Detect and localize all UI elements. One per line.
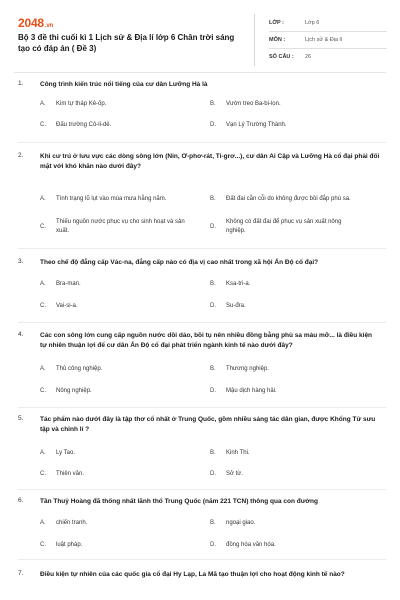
question-number: 2.	[18, 152, 24, 159]
info-subject	[269, 33, 387, 47]
option-letter: C.	[40, 223, 46, 230]
question-text: Công trình kiến trúc nổi tiếng của cư dân Lưỡng Hà là	[40, 81, 208, 88]
option-text: Vườn treo Ba-bi-lon.	[226, 101, 281, 107]
document-header	[14, 10, 386, 70]
option-d[interactable]	[210, 121, 356, 130]
info-grade	[269, 16, 387, 30]
option-letter: A.	[40, 281, 46, 287]
option-c[interactable]	[40, 387, 186, 396]
option-a[interactable]	[40, 280, 186, 289]
option-letter: D.	[210, 303, 216, 309]
option-text: Đấu trường Cô-li-dê.	[56, 122, 112, 128]
option-text: luật pháp.	[56, 542, 83, 548]
info-count	[269, 50, 387, 64]
option-text: Ksa-tri-a.	[226, 281, 251, 287]
option-text: Nông nghiệp.	[56, 388, 92, 394]
info-value: Lớp 6	[305, 20, 320, 26]
question-divider	[18, 489, 386, 490]
option-text: Thiên văn.	[56, 471, 85, 477]
question-text: Tần Thuỷ Hoàng đã thống nhất lãnh thổ Trung Quốc (năm 221 TCN) thông qua con đường	[40, 498, 318, 505]
option-letter: D.	[210, 388, 216, 394]
option-letter: C.	[40, 388, 46, 394]
option-letter: D.	[210, 223, 216, 230]
option-text: Sở từ.	[226, 471, 243, 477]
site-logo[interactable]	[18, 16, 53, 30]
option-c[interactable]	[40, 302, 186, 311]
option-b[interactable]	[210, 100, 356, 109]
option-text: Kim tự tháp Kê-ốp.	[56, 101, 107, 107]
option-c[interactable]	[40, 218, 186, 236]
option-text: Vạn Lý Trường Thành.	[226, 122, 287, 128]
info-divider	[269, 48, 387, 49]
option-text: Thủ công nghiệp.	[56, 366, 103, 372]
option-b[interactable]	[210, 365, 356, 374]
option-d[interactable]	[210, 218, 356, 236]
option-letter: B.	[210, 281, 216, 287]
option-a[interactable]	[40, 365, 186, 374]
option-letter: A.	[40, 195, 46, 202]
page-title: Bộ 3 đề thi cuối kì 1 Lịch sử & Địa lí lớp 6 Chân trời sáng tạo có đáp án ( Đề 3)	[18, 33, 235, 53]
option-text: Đất đai cằn cỗi do không được bồi đắp phù sa.	[226, 195, 351, 202]
option-letter: C.	[40, 122, 46, 128]
question-number: 4.	[18, 331, 24, 338]
option-d[interactable]	[210, 470, 356, 479]
option-letter: B.	[210, 101, 216, 107]
info-label: MÔN :	[269, 37, 286, 43]
option-letter: A.	[40, 450, 46, 456]
info-value: 26	[305, 54, 312, 60]
option-letter: B.	[210, 195, 216, 202]
question-text: Theo chế độ đẳng cấp Vác-na, đẳng cấp nào có địa vị cao nhất trong xã hội Ấn Độ cổ đại?	[40, 259, 319, 266]
option-letter: C.	[40, 542, 46, 548]
option-text: ngoại giao.	[226, 520, 256, 526]
option-letter: D.	[210, 122, 216, 128]
option-c[interactable]	[40, 541, 186, 550]
option-c[interactable]	[40, 470, 186, 479]
question-divider	[18, 248, 386, 249]
option-text: Kinh Thi.	[226, 450, 250, 456]
option-b[interactable]	[210, 449, 356, 458]
option-d[interactable]	[210, 302, 356, 311]
question-number: 6.	[18, 497, 24, 504]
logo-suffix: .vn	[44, 23, 53, 29]
option-letter: A.	[40, 101, 46, 107]
option-text: Tình trạng lũ lụt vào mùa mưa hằng năm.	[56, 195, 167, 202]
logo-main: 2048	[18, 16, 44, 30]
question-number: 7.	[18, 570, 24, 577]
question-number: 5.	[18, 415, 24, 422]
info-label: SỐ CÂU :	[269, 54, 294, 60]
option-text: Bra-man.	[56, 281, 81, 287]
option-letter: A.	[40, 366, 46, 372]
option-b[interactable]	[210, 519, 356, 528]
option-text: chiến tranh.	[56, 520, 88, 526]
option-letter: A.	[40, 520, 46, 526]
option-text: Thiếu nguồn nước phục vụ cho sinh hoạt và sản xuất.	[56, 219, 185, 234]
question-divider	[18, 322, 386, 323]
option-text: đồng hóa văn hóa.	[226, 542, 276, 548]
option-text: Thương nghiệp.	[226, 366, 269, 372]
option-d[interactable]	[210, 387, 356, 396]
question-divider	[18, 407, 386, 408]
option-letter: B.	[210, 450, 216, 456]
option-a[interactable]	[40, 519, 186, 528]
header-divider	[14, 72, 386, 73]
option-text: Vai-si-a.	[56, 303, 78, 309]
option-text: Su-đra.	[226, 303, 246, 309]
question-text: Các con sông lớn cung cấp nguồn nước dồi dào, bồi tụ nên nhiều đồng bằng phù sa màu mỡ... là điều kiện tự nhiên thuận lợi để cư dân Ấn Độ cổ đại phát triển ngành kinh tế nào dưới đây?	[40, 332, 373, 349]
question-number: 1.	[18, 80, 24, 87]
option-b[interactable]	[210, 280, 356, 289]
question-text: Điều kiện tự nhiên của các quốc gia cổ đại Hy Lạp, La Mã tạo thuận lợi cho hoạt động kinh tế nào?	[40, 571, 345, 578]
info-divider	[269, 31, 387, 32]
option-text: Ly Tao.	[56, 450, 76, 456]
option-c[interactable]	[40, 121, 186, 130]
info-label: LỚP :	[269, 20, 284, 26]
exam-info-box	[254, 14, 386, 66]
question-divider	[18, 142, 386, 143]
question-number: 3.	[18, 258, 24, 265]
option-text: Mậu dịch hàng hải.	[226, 388, 277, 394]
option-letter: B.	[210, 366, 216, 372]
option-letter: B.	[210, 520, 216, 526]
question-divider	[18, 559, 386, 560]
option-letter: D.	[210, 471, 216, 477]
option-a[interactable]	[40, 449, 186, 458]
option-b[interactable]	[210, 190, 356, 208]
info-value: Lịch sử & Địa lí	[305, 37, 343, 43]
option-a[interactable]	[40, 190, 186, 208]
question-text: Tác phẩm nào dưới đây là tập thơ cổ nhất ở Trung Quốc, gồm nhiều sáng tác dân gian, được Khổng Tử sưu tập và chỉnh lí ?	[40, 416, 376, 433]
option-letter: D.	[210, 542, 216, 548]
option-letter: C.	[40, 471, 46, 477]
option-text: Không có đất đai để phục vụ sản xuất nông nghiệp.	[226, 219, 342, 234]
option-d[interactable]	[210, 541, 356, 550]
option-a[interactable]	[40, 100, 186, 109]
question-text: Khi cư trú ở lưu vực các dòng sông lớn (Nin, Ơ-phơ-rát, Ti-grơ...), cư dân Ai Cập và Lưỡng Hà cổ đại phải đối mặt với khó khăn nào dưới đây?	[40, 153, 380, 170]
option-letter: C.	[40, 303, 46, 309]
